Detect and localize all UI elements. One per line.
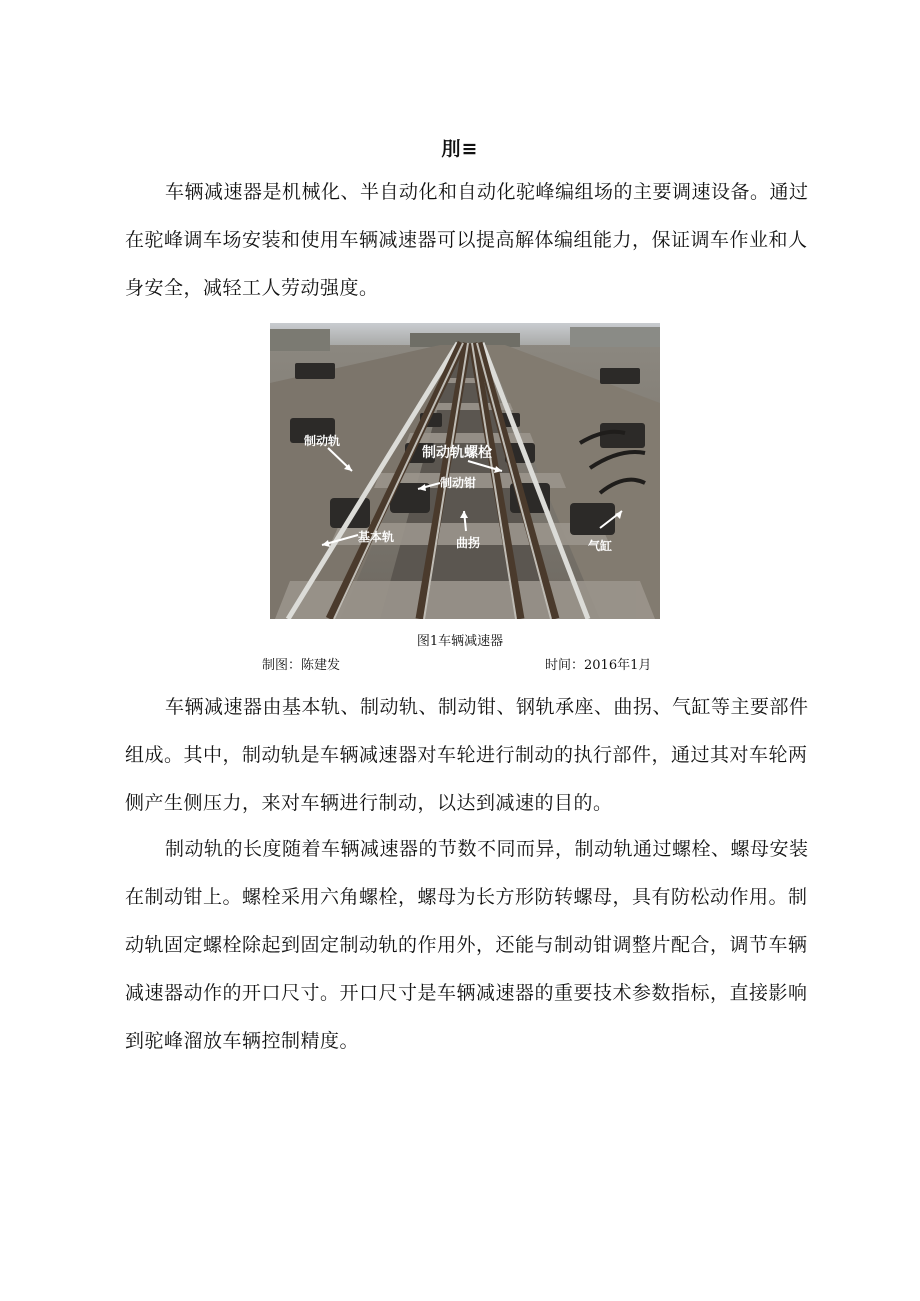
label-cylinder: 气缸 (588, 539, 613, 553)
label-brake-clamp: 制动钳 (440, 476, 477, 490)
retarder-photo-illustration (270, 323, 660, 619)
figure-caption: 图1车辆减速器 (416, 634, 504, 649)
page-title: 刖≡ (441, 138, 479, 160)
paragraph-components: 车辆减速器由基本轨、制动轨、制动钳、钢轨承座、曲拐、气缸等主要部件组成。其中，制动轨是车辆减速器对车轮进行制动的执行部件，通过其对车轮两侧产生侧压力，来对车辆进行制动，以达到减速的目的。 (125, 696, 809, 814)
label-base-rail: 基本轨 (358, 530, 395, 544)
paragraph-brake-rail: 制动轨的长度随着车辆减速器的节数不同而异，制动轨通过螺栓、螺母安装在制动钳上。螺栓采用六角螺栓，螺母为长方形防转螺母，具有防松动作用。制动轨固定螺栓除起到固定制动轨的作用外，还能与制动钳调整片配合，调节车辆减速器动作的开口尺寸。开口尺寸是车辆减速器的重要技术参数指标，直接影响到驼峰溜放车辆控制精度。 (125, 838, 809, 1052)
paragraph-intro: 车辆减速器是机械化、半自动化和自动化驼峰编组场的主要调速设备。通过在驼峰调车场安装和使用车辆减速器可以提高解体编组能力，保证调车作业和人身安全，减轻工人劳动强度。 (125, 181, 809, 299)
figure-credit-author: 制图：陈建发 (262, 658, 341, 673)
label-brake-rail-bolt: 制动轨螺栓 (422, 445, 492, 461)
retarder-photo (270, 323, 660, 619)
label-brake-rail: 制动轨 (304, 434, 341, 448)
figure-credit-time: 时间：2016年1月 (545, 658, 652, 673)
label-crank: 曲拐 (456, 536, 481, 550)
